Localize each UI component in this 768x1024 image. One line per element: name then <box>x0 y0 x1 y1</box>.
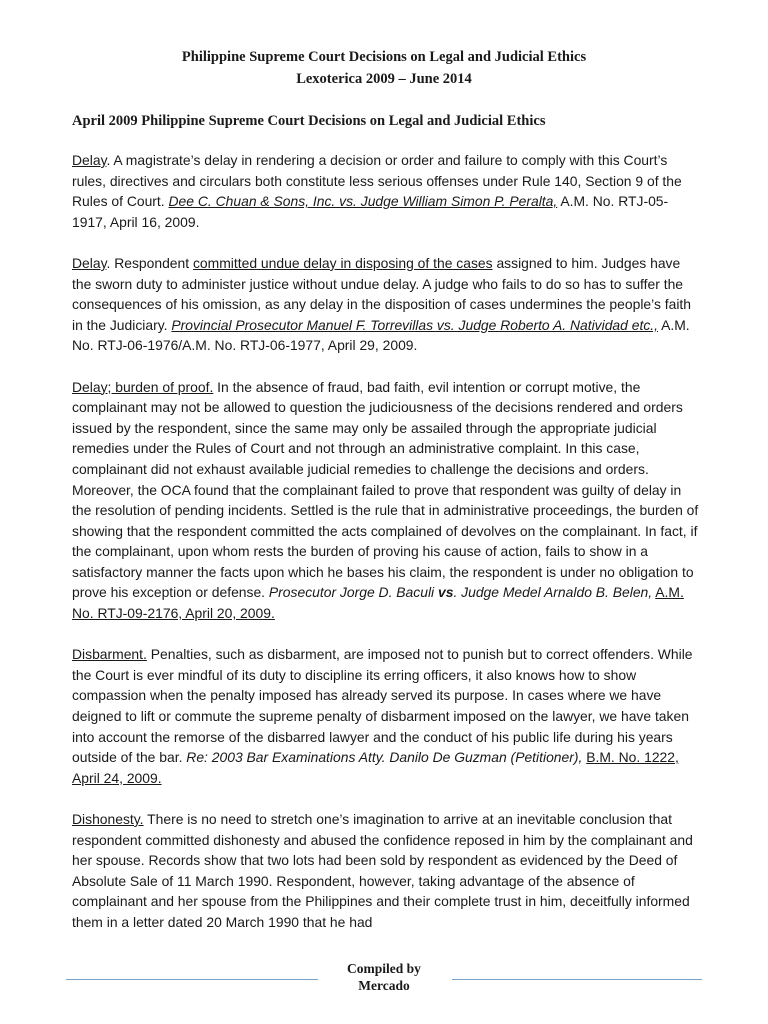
case-citation: A.M. No. RTJ-09-2176, April 20, 2009. <box>72 584 684 622</box>
case-citation: B.M. No. 1222, April 24, 2009. <box>72 749 679 786</box>
paragraph-delay-2 <box>72 253 700 356</box>
case-title: Provincial Prosecutor Manuel F. Torrevillas vs. Judge Roberto A. Natividad etc., <box>171 316 658 333</box>
document-header <box>0 46 768 90</box>
paragraph-text: assigned to him. Judges have the sworn duty to administer justice without undue delay. A judge who fails to do so has to suffer the consequences of his omission, as any delay in the disposition of cases undermines the people’s faith in the Judiciary. <box>72 254 692 333</box>
footer-compiled-by: Compiled by <box>347 961 421 976</box>
case-citation: A.M. No. RTJ-06-1976/A.M. No. RTJ-06-1977, April 29, 2009. <box>72 316 690 354</box>
section-title: April 2009 Philippine Supreme Court Decisions on Legal and Judicial Ethics <box>72 113 546 129</box>
paragraph-heading: Delay <box>72 254 107 271</box>
document-footer <box>0 960 768 1000</box>
document-body <box>72 150 700 953</box>
paragraph-text: . Respondent <box>106 254 193 271</box>
case-title: Dee C. Chuan & Sons, Inc. vs. Judge William Simon P. Peralta, <box>168 193 558 210</box>
underlined-phrase: committed undue delay in disposing of the cases <box>192 254 493 271</box>
paragraph-heading: Disbarment. <box>72 646 147 663</box>
document-title: Philippine Supreme Court Decisions on Legal and Judicial Ethics <box>181 49 587 65</box>
footer-author: Mercado <box>358 978 410 993</box>
paragraph-text: . A magistrate’s delay in rendering a decision or order and failure to comply with this Court’s rules, directives and circulars both constitute less serious offenses under Rule 140, Section 9 of the Rules of Court. <box>72 152 682 210</box>
case-title: Re: 2003 Bar Examinations Atty. Danilo De Guzman (Petitioner), <box>186 749 583 766</box>
case-title: Prosecutor Jorge D. Baculi <box>268 584 438 601</box>
case-citation: A.M. No. RTJ-05-1917, April 16, 2009. <box>72 193 669 230</box>
paragraph-text: Penalties, such as disbarment, are imposed not to punish but to correct offenders. While the Court is ever mindful of its duty to discipline its erring officers, it also knows how to show compassion when the penalty imposed has already served its purpose. In cases where we have deigned to lift or commute the supreme penalty of disbarment imposed on the lawyer, we have taken into account the remorse of the disbarred lawyer and the conduct of his public life during his years outside of the bar. <box>72 646 693 766</box>
case-title: . Judge Medel Arnaldo B. Belen, <box>453 584 653 601</box>
paragraph-dishonesty <box>72 809 700 933</box>
paragraph-delay-1 <box>72 150 700 232</box>
paragraph-heading: Delay; burden of proof. <box>72 378 214 395</box>
paragraph-disbarment <box>72 644 700 788</box>
document-subtitle: Lexoterica 2009 – June 2014 <box>296 71 472 87</box>
paragraph-heading: Delay <box>72 152 107 168</box>
paragraph-text: There is no need to stretch one’s imagination to arrive at an inevitable conclusion that respondent committed dishonesty and abused the confidence reposed in him by the complainant and her spouse. Records show that two lots had been sold by respondent as evidenced by the Deed of Absolute Sale of 11 March 1990. Respondent, however, taking advantage of the absence of complainant and her spouse from the Philippines and their complete trust in him, deceitfully informed them in a letter dated 20 March 1990 that he had <box>72 811 693 930</box>
paragraph-heading: Dishonesty. <box>72 811 144 827</box>
paragraph-text: In the absence of fraud, bad faith, evil intention or corrupt motive, the complainant may not be allowed to question the judiciousness of the decisions rendered and orders issued by the respondent, since the same may only be assailed through the appropriate judicial remedies under the Rules of Court and not through an administrative complaint. In this case, complainant did not exhaust available judicial remedies to challenge the decisions and orders. Moreover, the OCA found that the complainant failed to prove that respondent was guilty of delay in the resolution of pending incidents. Settled is the rule that in administrative proceedings, the burden of showing that the respondent committed the acts complained of devolves on the complainant. In fact, if the complainant, upon whom rests the burden of proving his cause of action, fails to show in a satisfactory manner the facts upon which he bases his claim, the respondent is under no obligation to prove his exception or defense. <box>72 378 699 601</box>
footer-credit <box>0 960 768 994</box>
case-versus: vs <box>437 584 454 601</box>
paragraph-delay-burden-of-proof <box>72 377 700 624</box>
